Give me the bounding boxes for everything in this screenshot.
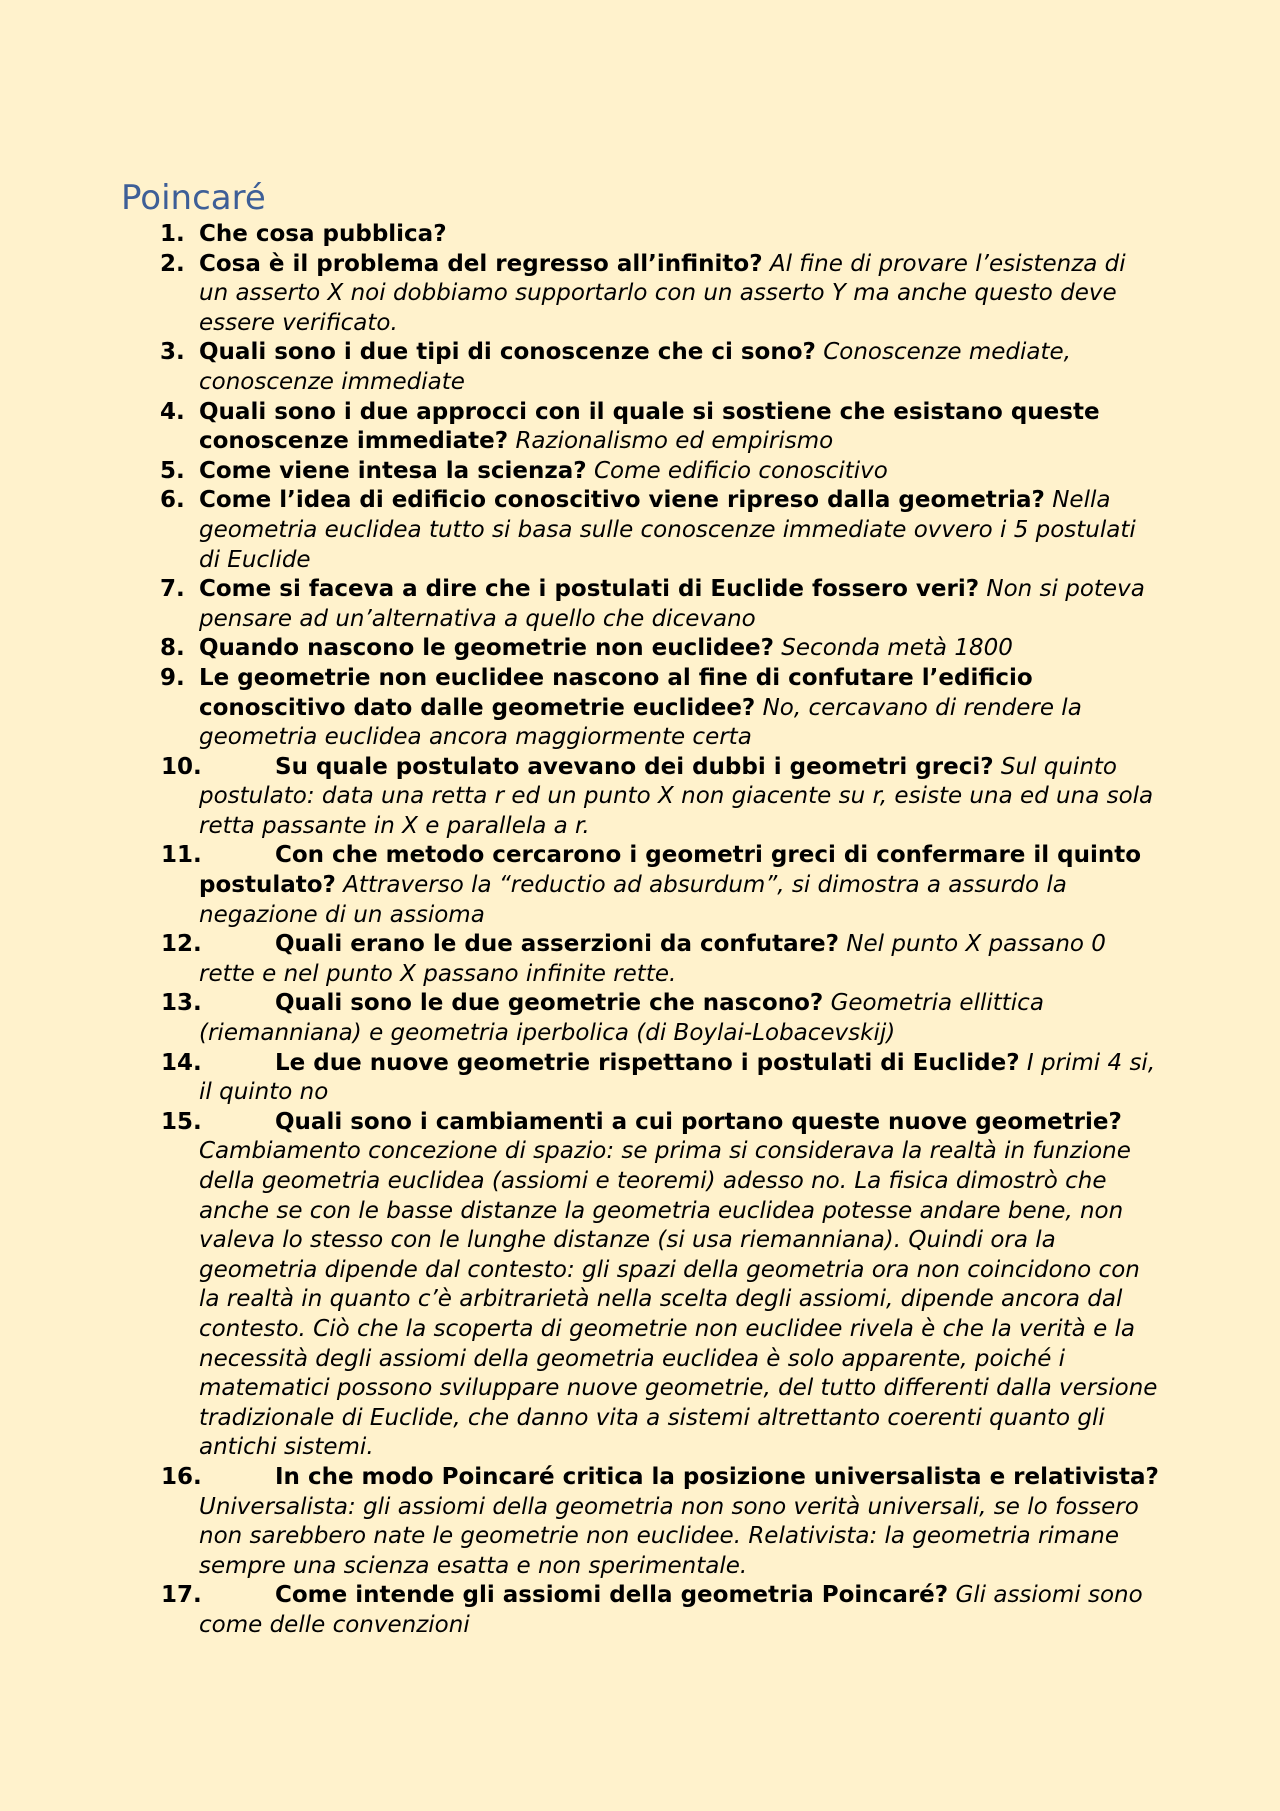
item-number: 17.	[161, 1582, 202, 1609]
item-number: 2.	[160, 250, 185, 277]
question-text: Quali sono i due approcci con il quale si sostiene che esistano queste conoscenze immediate?	[199, 398, 1100, 455]
qa-item	[0, 664, 1161, 753]
item-number: 14.	[161, 1049, 202, 1076]
answer-text: Cambiamento concezione di spazio: se prima si considerava la realtà in funzione della geometria euclidea (assiomi e teoremi) adesso no. La fisica dimostrò che anche se con le basse distanze la geometria euclidea potesse andare bene, non valeva lo stesso con le lunghe distanze (si usa riemanniana). Quindi ora la geometria dipende dal contesto: gli spazi della geometria ora non coincidono con la realtà in quanto c’è arbitrarietà nella scelta degli assiomi, dipende ancora dal contesto. Ciò che la scoperta di geometrie non euclidee rivela è che la verità e la necessità degli assiomi della geometria euclidea è solo apparente, poiché i matematici possono sviluppare nuove geometrie, del tutto differenti dalla versione tradizionale di Euclide, che danno vita a sistemi altrettanto coerenti quanto gli antichi sistemi.	[199, 1138, 1158, 1461]
question-text: Come viene intesa la scienza?	[199, 457, 587, 484]
question-text: Che cosa pubblica?	[199, 221, 447, 247]
answer-text: Come edificio conoscitivo	[593, 457, 888, 484]
answer-text: Al fine di provare l’esistenza di un asserto X noi dobbiamo supportarlo con un asserto Y ma anche questo deve essere verificato.	[199, 250, 1126, 336]
question-text: Con che metodo cercarono i geometri greci di confermare il quinto postulato?	[199, 842, 1142, 899]
answer-text: No, cercavano di rendere la geometria euclidea ancora maggiormente certa	[199, 694, 1082, 751]
question-text: Quali sono le due geometrie che nascono?	[275, 990, 824, 1017]
qa-item	[0, 457, 1161, 487]
document-title: Poincaré	[121, 178, 266, 218]
item-number: 1.	[160, 221, 185, 247]
answer-text: Non si poteva pensare ad un’alternativa a quello che dicevano	[199, 576, 1145, 632]
item-number: 8.	[160, 635, 185, 662]
qa-item	[0, 575, 1161, 634]
qa-item	[0, 398, 1161, 457]
answer-text: Universalista: gli assiomi della geometria non sono verità universali, se lo fossero non sarebbero nate le geometrie non euclidee. Relativista: la geometria rimane sempre una scienza esatta e non sperimentale.	[199, 1493, 1139, 1579]
question-text: Le due nuove geometrie rispettano i postulati di Euclide?	[275, 1049, 1020, 1076]
answer-text: Conoscenze mediate, conoscenze immediate	[199, 339, 1071, 395]
qa-list	[0, 220, 1280, 1641]
item-number: 11.	[161, 842, 202, 869]
qa-item	[0, 841, 1161, 930]
item-number: 12.	[161, 931, 202, 958]
qa-item	[0, 634, 1161, 664]
answer-text: Razionalismo ed empirismo	[515, 428, 834, 455]
answer-text: Nel punto X passano 0 rette e nel punto X passano infinite rette.	[199, 931, 1106, 987]
qa-item	[0, 1108, 1161, 1463]
item-number: 16.	[161, 1463, 202, 1490]
question-text: Come l’idea di edificio conoscitivo viene ripreso dalla geometria?	[199, 487, 1045, 514]
question-text: Quali sono i cambiamenti a cui portano queste nuove geometrie?	[275, 1108, 1122, 1135]
item-number: 15.	[161, 1108, 202, 1135]
qa-item	[0, 1049, 1161, 1108]
answer-text: I primi 4 si, il quinto no	[199, 1049, 1156, 1106]
question-text: Su quale postulato avevano dei dubbi i geometri greci?	[275, 753, 994, 780]
answer-text: Attraverso la “reductio ad absurdum”, si dimostra a assurdo la negazione di un assioma	[199, 872, 1067, 928]
question-text: Come intende gli assiomi della geometria Poincaré?	[275, 1582, 949, 1609]
answer-text: Geometria ellittica (riemanniana) e geometria iperbolica (di Boylai-Lobacevskij)	[199, 990, 1044, 1047]
qa-item	[0, 989, 1161, 1048]
item-number: 5.	[160, 457, 185, 484]
answer-text: Gli assiomi sono come delle convenzioni	[199, 1582, 1143, 1638]
item-number: 6.	[160, 487, 185, 514]
qa-item	[0, 338, 1161, 397]
item-number: 4.	[160, 398, 185, 425]
question-text: In che modo Poincaré critica la posizione universalista e relativista?	[275, 1463, 1159, 1490]
answer-text: Sul quinto postulato: data una retta r ed un punto X non giacente su r, esiste una ed una sola retta passante in X e parallela a r.	[199, 753, 1154, 839]
question-text: Quali erano le due asserzioni da confutare?	[275, 931, 839, 958]
item-number: 10.	[161, 753, 202, 780]
qa-item	[0, 250, 1161, 339]
answer-text: Nella geometria euclidea tutto si basa sulle conoscenze immediate ovvero i 5 postulati di Euclide	[199, 487, 1136, 573]
qa-item	[0, 1463, 1161, 1581]
question-text: Quando nascono le geometrie non euclidee?	[199, 635, 774, 662]
item-number: 3.	[160, 339, 185, 366]
qa-item	[0, 930, 1161, 989]
item-number: 13.	[161, 990, 202, 1017]
question-text: Le geometrie non euclidee nascono al fine di confutare l’edificio conoscitivo dato dalle geometrie euclidee?	[199, 664, 1033, 721]
qa-item	[0, 220, 1161, 250]
question-text: Cosa è il problema del regresso all’infinito?	[199, 250, 763, 277]
question-text: Come si faceva a dire che i postulati di Euclide fossero veri?	[199, 576, 980, 603]
question-text: Quali sono i due tipi di conoscenze che ci sono?	[199, 339, 816, 366]
answer-text: Seconda metà 1800	[781, 635, 1013, 662]
qa-item	[0, 1581, 1161, 1640]
item-number: 7.	[160, 576, 185, 603]
item-number: 9.	[160, 664, 185, 691]
qa-item	[0, 753, 1161, 842]
qa-item	[0, 486, 1161, 575]
